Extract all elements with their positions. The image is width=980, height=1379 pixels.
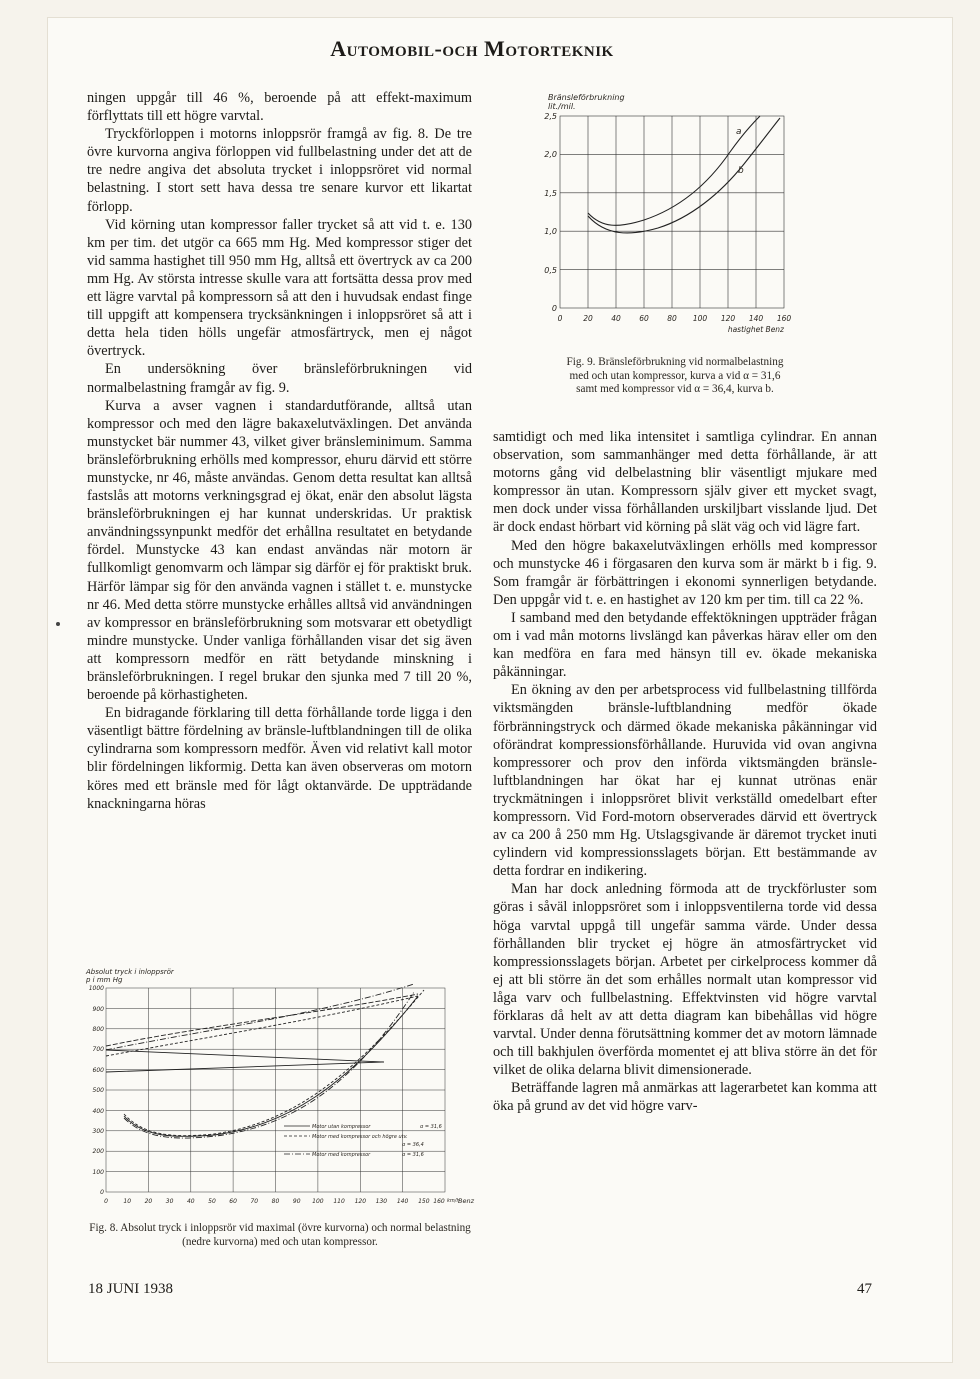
x-tick: 80 xyxy=(271,1198,280,1205)
fig9-xticks xyxy=(558,314,792,323)
fig9-label-a: a xyxy=(736,127,742,137)
x-tick: 90 xyxy=(292,1198,301,1205)
x-tick: 130 xyxy=(375,1198,388,1205)
paragraph: I samband med den betydande effektökningen uppträder frågan om i vad mån motorns livslängd kan påverkas härav eller om den kan medföra en fara med hänsyn till ev. ökade mekaniska påkänningar. xyxy=(493,609,877,681)
fig8-curve-full-nocomp xyxy=(106,1050,384,1062)
x-tick: 120 xyxy=(354,1198,367,1205)
paragraph: Med den högre bakaxelutväxlingen erhölls med kompressor och munstycke 46 i förgasaren den kurva som är märkt b i fig. 9. Som framgår är förbättringen i ekonomi synnerligen betydande. Den uppgår vid t. e. en hastighet av 120 km per tim. till ca 22 %. xyxy=(493,537,877,608)
y-tick: 1000 xyxy=(88,985,104,992)
fig8-ylabel-unit: p i mm Hg xyxy=(86,976,123,984)
fig8-curve-full-2 xyxy=(106,996,418,1056)
x-tick: 60 xyxy=(229,1198,237,1205)
fig8-brand: Benz xyxy=(458,1197,474,1205)
intake-pressure-chart xyxy=(84,966,476,1216)
fig9-yticks xyxy=(544,112,557,313)
y-tick: 2,0 xyxy=(544,150,557,159)
figure-8 xyxy=(84,966,476,1249)
fig8-xunit: km/h xyxy=(447,1198,460,1204)
x-tick: 100 xyxy=(692,314,708,323)
figure-9 xyxy=(540,88,820,397)
y-tick: 1,5 xyxy=(544,189,557,198)
paragraph: Man har dock anledning förmoda att de tryckförluster som göras i såväl inloppsröret som i inloppsventilerna torde vid dessa höga varvtal uppgå till ungefär samma värde. Under dessa förhållanden blir trycket ej högre än atmosfärtrycket vid kompressionsslagets början. Arbetet per cirkelprocess kommer då ej att bli större än det som erhålles normalt utan kompressor vid låga varv och fullbelastning. Effektvinsten vid högre varvtal förklaras då helt av att detta diagram kan bibehållas vid högre varvtal. Under denna förutsättning kommer det av motorn lämnade och till bakhjulen överförda momentet ej att bliva större än det för vilket de olika delarna blivit dimensionerade. xyxy=(493,881,877,1079)
paragraph: En bidragande förklaring till detta förhållande torde ligga i den väsentligt bättre fördelning av bränsle-luftblandningen till de olika cylindrarna som kompressorn medför. Även vid relativt kall motor blir fördelningen likformig. Detta kan även observeras om motorn köres med ett bränsle med för lågt oktanvärde. De uppträdande knackningarna höras xyxy=(87,705,472,812)
x-tick: 80 xyxy=(667,314,677,323)
y-tick: 0,5 xyxy=(544,266,557,275)
x-tick: 20 xyxy=(144,1198,153,1205)
paragraph: En ökning av den per arbetsprocess vid fullbelastning tillförda viktsmängden bränsle-luftblandning medför ökade förbränningstryck och därmed ökade mekaniska påkänningar vid oförändrat kompressionsförhållande. Huruvida vid ovan angivna kompressorer och prov den införda viktsmängden bränsle-luftblandningen har ökat har ej kunnat utrönas enär tryckmätningen i inloppsröret blivit verkställd omedelbart efter kompressorn. Vid Ford-motorn observerades därvid ett övertryck av ca 200 å 250 mm Hg. Utslagsgivande är däremot trycket inuti cylindern vid kompressionsslagets början. Ett bestämmande av detta fordrar en indikering. xyxy=(493,682,877,880)
y-tick: 100 xyxy=(92,1169,104,1176)
x-tick: 60 xyxy=(639,314,649,323)
x-tick: 160 xyxy=(433,1198,445,1205)
legend-value: α = 31,6 xyxy=(420,1124,442,1130)
legend-label: Motor med kompressor och högre utv. xyxy=(312,1134,408,1140)
right-column xyxy=(493,428,877,1116)
x-tick: 150 xyxy=(418,1198,430,1205)
fig9-curve-a xyxy=(588,116,760,225)
page-header: Automobil-och Motorteknik xyxy=(330,36,614,61)
fig8-ylabel: Absolut tryck i inloppsrör xyxy=(86,968,174,976)
paragraph: ningen uppgår till 46 %, beroende på att effekt-maximum förflyttats till ett högre varvtal. xyxy=(87,90,472,125)
x-tick: 140 xyxy=(748,314,764,323)
x-tick: 40 xyxy=(186,1198,195,1205)
fig8-yticks xyxy=(89,985,104,1196)
legend-value: α = 31,6 xyxy=(402,1152,424,1158)
fig8-curve-full-1 xyxy=(106,994,418,1046)
paragraph: Tryckförloppen i motorns inloppsrör framgå av fig. 8. De tre övre kurvorna angiva förloppen vid fullbelastning under det att de tre nedre angiva det absoluta trycket i inloppsröret vid normal belastning. I stort sett hava dessa tre senare kurvor ett likartat förlopp. xyxy=(87,126,472,215)
fig8-curve-normal-2 xyxy=(124,992,414,1138)
fig8-grid xyxy=(106,988,445,1192)
fig8-curve-normal-1 xyxy=(124,990,424,1136)
x-tick: 100 xyxy=(312,1198,324,1205)
fig8-xticks xyxy=(104,1198,445,1205)
fig9-ylabel-unit: lit./mil. xyxy=(548,102,576,111)
y-tick: 2,5 xyxy=(544,112,557,121)
paragraph: samtidigt och med lika intensitet i samtliga cylindrar. En annan observation, som sammanhänger med detta förhållande, är att motorns gång vid delbelastning blir väsentligt mjukare med kompressor än utan. Kompressorn själv giver ett mycket svagt, men dock under vissa förhållanden urskiljbart visslande ljud. Det är dock endast hörbart vid körning på slät väg och vid lägre fart. xyxy=(493,429,877,536)
fig8-legend xyxy=(284,1124,442,1158)
fig9-label-b: b xyxy=(738,166,744,176)
x-tick: 160 xyxy=(776,314,792,323)
fig8-curve-full-3 xyxy=(106,984,414,1050)
fig9-grid xyxy=(560,116,784,308)
x-tick: 120 xyxy=(720,314,736,323)
legend-label: Motor utan kompressor xyxy=(312,1124,371,1130)
left-column xyxy=(87,89,472,813)
legend-value: α = 36,4 xyxy=(402,1142,424,1148)
y-tick: 0 xyxy=(551,304,557,313)
y-tick: 400 xyxy=(92,1108,104,1115)
x-tick: 110 xyxy=(333,1198,345,1205)
y-tick: 1,0 xyxy=(544,227,557,236)
fig9-ylabel: Bränsleförbrukning xyxy=(548,93,625,102)
x-tick: 140 xyxy=(396,1198,409,1205)
margin-dot xyxy=(56,622,60,626)
x-tick: 30 xyxy=(165,1198,174,1205)
y-tick: 0 xyxy=(100,1189,104,1196)
x-tick: 0 xyxy=(557,314,563,323)
fig9-xlabel: hastighet Benz xyxy=(727,325,784,334)
y-tick: 900 xyxy=(92,1006,104,1013)
y-tick: 700 xyxy=(92,1046,104,1053)
y-tick: 500 xyxy=(92,1087,104,1094)
paragraph: En undersökning över bränsleförbrukningen vid normalbelastning framgår av fig. 9. xyxy=(87,361,472,396)
y-tick: 600 xyxy=(92,1067,104,1074)
fig9-caption: Fig. 9. Bränsleförbrukning vid normalbelastning med och utan kompressor, kurva a vid α = 31,6 samt med kompressor vid α = 36,4, kurva b. xyxy=(566,356,784,396)
paragraph: Vid körning utan kompressor faller trycket så att vid t. e. 130 km per tim. det utgör ca 665 mm Hg. Med kompressor stiger det vid samma hastighet till 950 mm Hg, alltså ett övertryck av ca 200 mm Hg. Av största intresse skulle vara att fortsätta dessa prov med ett lägre varvtal på kompressorn så att den i huvudsak endast finge till uppgift att kompensera trycksänkningen i inloppsröret så att i detta hela tiden hölls ungefär atmosfärtryck, men ej något övertryck. xyxy=(87,216,472,360)
paragraph: Beträffande lagren må anmärkas att lagerarbetet kan komma att öka på grund av det vid högre varv- xyxy=(493,1080,877,1115)
x-tick: 40 xyxy=(611,314,621,323)
x-tick: 70 xyxy=(250,1198,259,1205)
x-tick: 20 xyxy=(583,314,593,323)
footer-date: 18 JUNI 1938 xyxy=(88,1281,173,1297)
fuel-consumption-chart xyxy=(540,88,820,348)
fig8-caption: Fig. 8. Absolut tryck i inloppsrör vid maximal (övre kurvorna) och normal belastning (nedre kurvorna) med och utan kompressor. xyxy=(89,1222,471,1248)
y-tick: 300 xyxy=(92,1128,104,1135)
fig9-curve-b xyxy=(588,118,780,233)
page-number: 47 xyxy=(857,1281,872,1297)
y-tick: 800 xyxy=(92,1026,104,1033)
x-tick: 10 xyxy=(123,1198,132,1205)
x-tick: 0 xyxy=(104,1198,108,1205)
fig8-curve-full-nocomp-return xyxy=(106,1062,384,1072)
x-tick: 50 xyxy=(208,1198,216,1205)
legend-label: Motor med kompressor xyxy=(312,1152,371,1158)
y-tick: 200 xyxy=(92,1148,104,1155)
paragraph: Kurva a avser vagnen i standardutförande, alltså utan kompressor och med den lägre bakaxelutväxlingen. Det använda munstycket bär nummer 43, vilket giver bränsleminimum. Samma bränsleförbrukning erhölls med kompressor, ehuru därvid ett större munstycke, nr 46, måste användas. Genom detta resultat kan alltså fastslås att motorns verkningsgrad ej ökat, enär den absolut lägsta bränsleförbrukningen ej har kunnat underskridas. Ur praktisk användningssynpunkt medför det erhållna resultatet en betydande fördel. Munstycke 43 kan endast användas när motorn är fullkomligt genomvarm och lämpar sig därför ej för praktiskt bruk. Härför lämpar sig för den använda vagnen i stället t. e. munstycke nr 46. Med detta större munstycke erhålles alltså vid användningen av kompressor en bränsleförbrukning som motsvarar ett obetydligt mindre munstycke. Under vanliga förhållanden visar det sig även att kompressorn medför en rätt betydande minskning i bränsleförbrukningen. I regel brukar den sjunka med 7 till 20 %, beroende på körhastigheten. xyxy=(87,397,472,704)
